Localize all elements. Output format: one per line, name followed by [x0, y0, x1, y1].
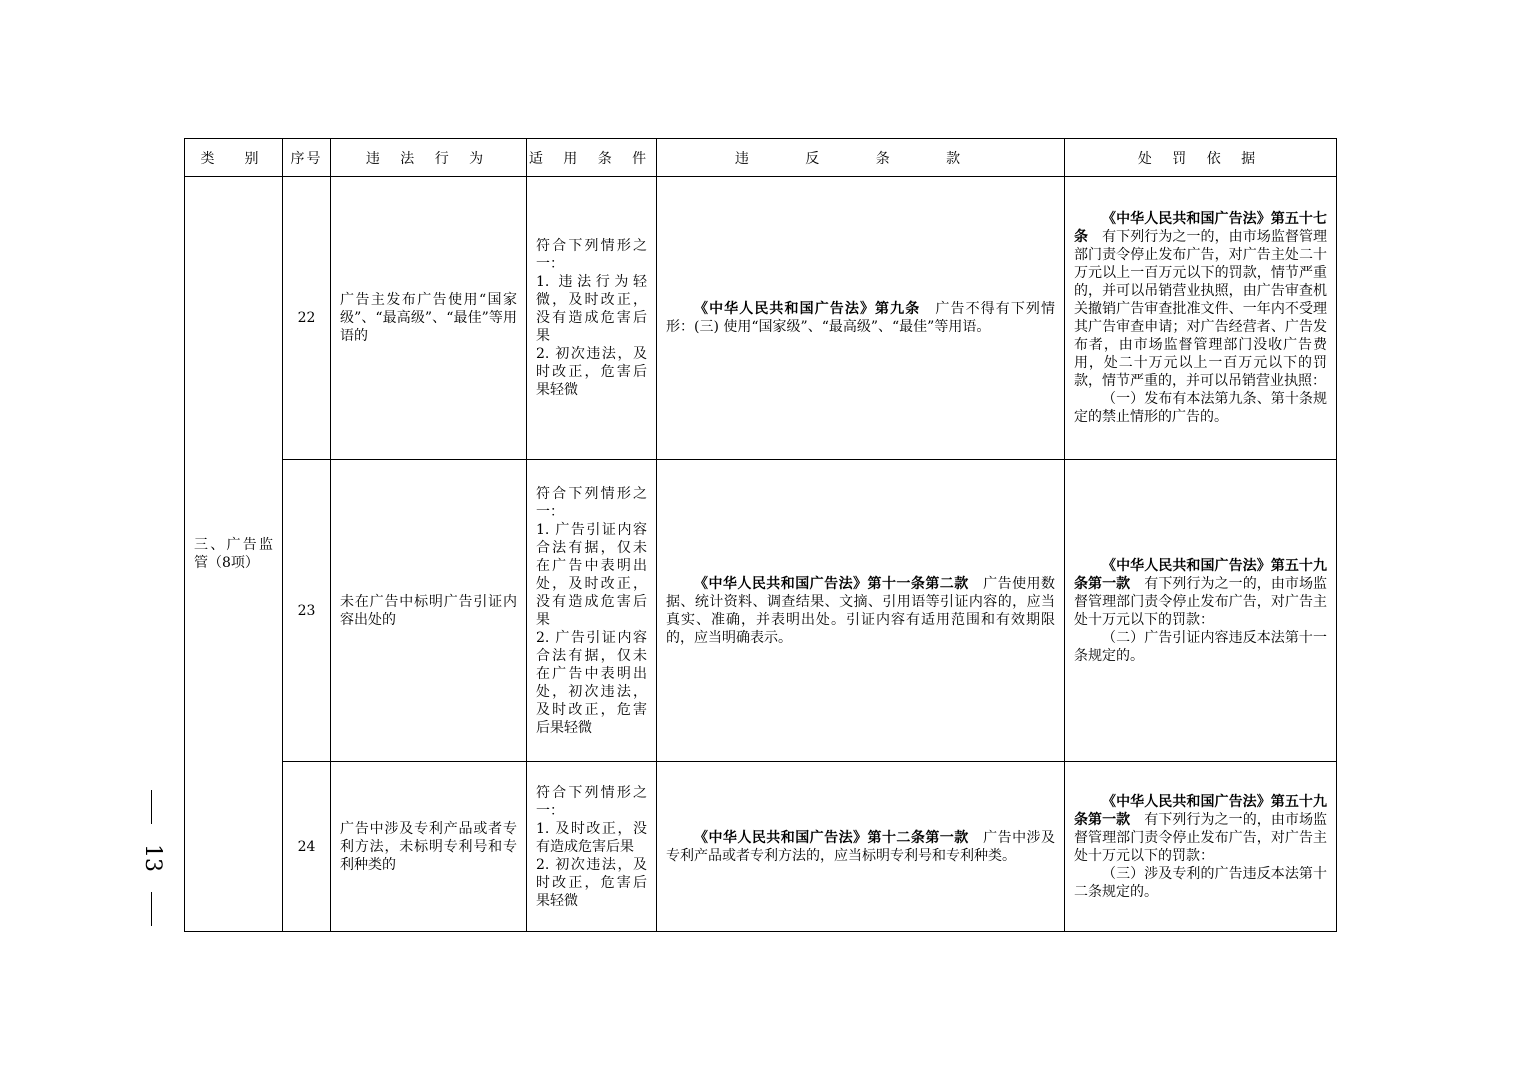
penalty-law-ref: 《中华人民共和国广告法》第五十七条: [1074, 211, 1327, 245]
category-label: 三、广告监管（8项）: [194, 537, 273, 571]
header-seq: 序号: [283, 139, 331, 177]
table-row: [185, 177, 1337, 460]
clause-content: 广告中涉及专利产品或者专利方法的，应当标明专利号和专利种类。: [666, 829, 1056, 864]
penalty-cell: [1065, 177, 1337, 460]
condition-cell: [527, 177, 657, 460]
penalty-law-ref: 《中华人民共和国广告法》第五十九条第一款: [1074, 793, 1327, 828]
penalty-content: 有下列行为之一的，由市场监督管理部门责令停止发布广告，对广告主处十万元以下的罚款：: [1074, 811, 1328, 864]
page-number-text: 13: [140, 844, 165, 872]
table-row: [185, 762, 1337, 932]
clause-cell: [657, 460, 1065, 762]
seq-cell: 24: [283, 762, 331, 932]
header-category: 类 别: [185, 139, 283, 177]
seq-cell: 22: [283, 177, 331, 460]
penalty-text: [1074, 793, 1327, 865]
penalty-content: 有下列行为之一的，由市场监督管理部门责令停止发布广告，对广告主处二十万元以上一百万元以下的罚款，情节严重的，并可以吊销营业执照，由广告审查机关撤销广告审查批准文件、一年内不受理其广告审查申请；对广告经营者、广告发布者，由市场监督管理部门没收广告费用，处二十万元以上一百万元以下的罚款，情节严重的，并可以吊销营业执照：: [1074, 229, 1328, 389]
table-header-row: [185, 139, 1337, 177]
penalty-cell: [1065, 460, 1337, 762]
clause-law-ref: 《中华人民共和国广告法》第九条: [694, 301, 921, 317]
category-cell: [185, 177, 283, 932]
penalty-text: [1074, 557, 1327, 629]
condition-cell: [527, 762, 657, 932]
penalty-item: （二）广告引证内容违反本法第十一条规定的。: [1074, 629, 1327, 664]
clause-text: [666, 829, 1055, 865]
clause-text: [666, 300, 1055, 336]
penalty-item: （一）发布有本法第九条、第十条规定的禁止情形的广告的。: [1074, 391, 1327, 425]
condition-text: 符合下列情形之一： 1. 违法行为轻微，及时改正，没有造成危害后果 2. 初次违法，及时改正，危害后果轻微: [536, 238, 647, 398]
clause-content: 广告使用数据、统计资料、调查结果、文摘、引用语等引证内容的，应当真实、准确，并表明出处。引证内容有适用范围和有效期限的，应当明确表示。: [666, 575, 1056, 646]
penalty-law-ref: 《中华人民共和国广告法》第五十九条第一款: [1074, 557, 1327, 592]
behavior-text: 广告中涉及专利产品或者专利方法，未标明专利号和专利种类的: [340, 820, 517, 873]
behavior-text: 未在广告中标明广告引证内容出处的: [340, 593, 517, 628]
clause-law-ref: 《中华人民共和国广告法》第十二条第一款: [694, 829, 969, 846]
condition-cell: [527, 460, 657, 762]
page-number-dash-bottom: [151, 892, 152, 926]
penalty-text: [1074, 210, 1327, 390]
clause-content: 广告不得有下列情形：(三) 使用“国家级”、“最高级”、“最佳”等用语。: [666, 301, 1056, 335]
clause-cell: [657, 177, 1065, 460]
clause-text: [666, 575, 1055, 647]
table-row: [185, 460, 1337, 762]
behavior-cell: [331, 762, 527, 932]
behavior-cell: [331, 460, 527, 762]
penalty-item: （三）涉及专利的广告违反本法第十二条规定的。: [1074, 865, 1327, 900]
header-condition: 适 用 条 件: [527, 139, 657, 177]
header-behavior: 违 法 行 为: [331, 139, 527, 177]
condition-text: 符合下列情形之一： 1. 及时改正，没有造成危害后果 2. 初次违法，及时改正，危害后果轻微: [536, 784, 647, 909]
seq-cell: 23: [283, 460, 331, 762]
header-clause: 违 反 条 款: [657, 139, 1065, 177]
condition-text: 符合下列情形之一： 1. 广告引证内容合法有据，仅未在广告中表明出处，及时改正，没有造成危害后果 2. 广告引证内容合法有据，仅未在广告中表明出处，初次违法，及时改正，危害后果轻微: [536, 485, 647, 736]
behavior-text: 广告主发布广告使用“国家级”、“最高级”、“最佳”等用语的: [340, 292, 517, 344]
clause-cell: [657, 762, 1065, 932]
header-penalty: 处 罚 依 据: [1065, 139, 1337, 177]
page-number: [130, 790, 174, 930]
clause-law-ref: 《中华人民共和国广告法》第十一条第二款: [694, 575, 969, 592]
regulation-table: [184, 138, 1337, 932]
penalty-cell: [1065, 762, 1337, 932]
behavior-cell: [331, 177, 527, 460]
page-number-dash-top: [151, 790, 152, 824]
penalty-content: 有下列行为之一的，由市场监督管理部门责令停止发布广告，对广告主处十万元以下的罚款：: [1074, 575, 1328, 628]
